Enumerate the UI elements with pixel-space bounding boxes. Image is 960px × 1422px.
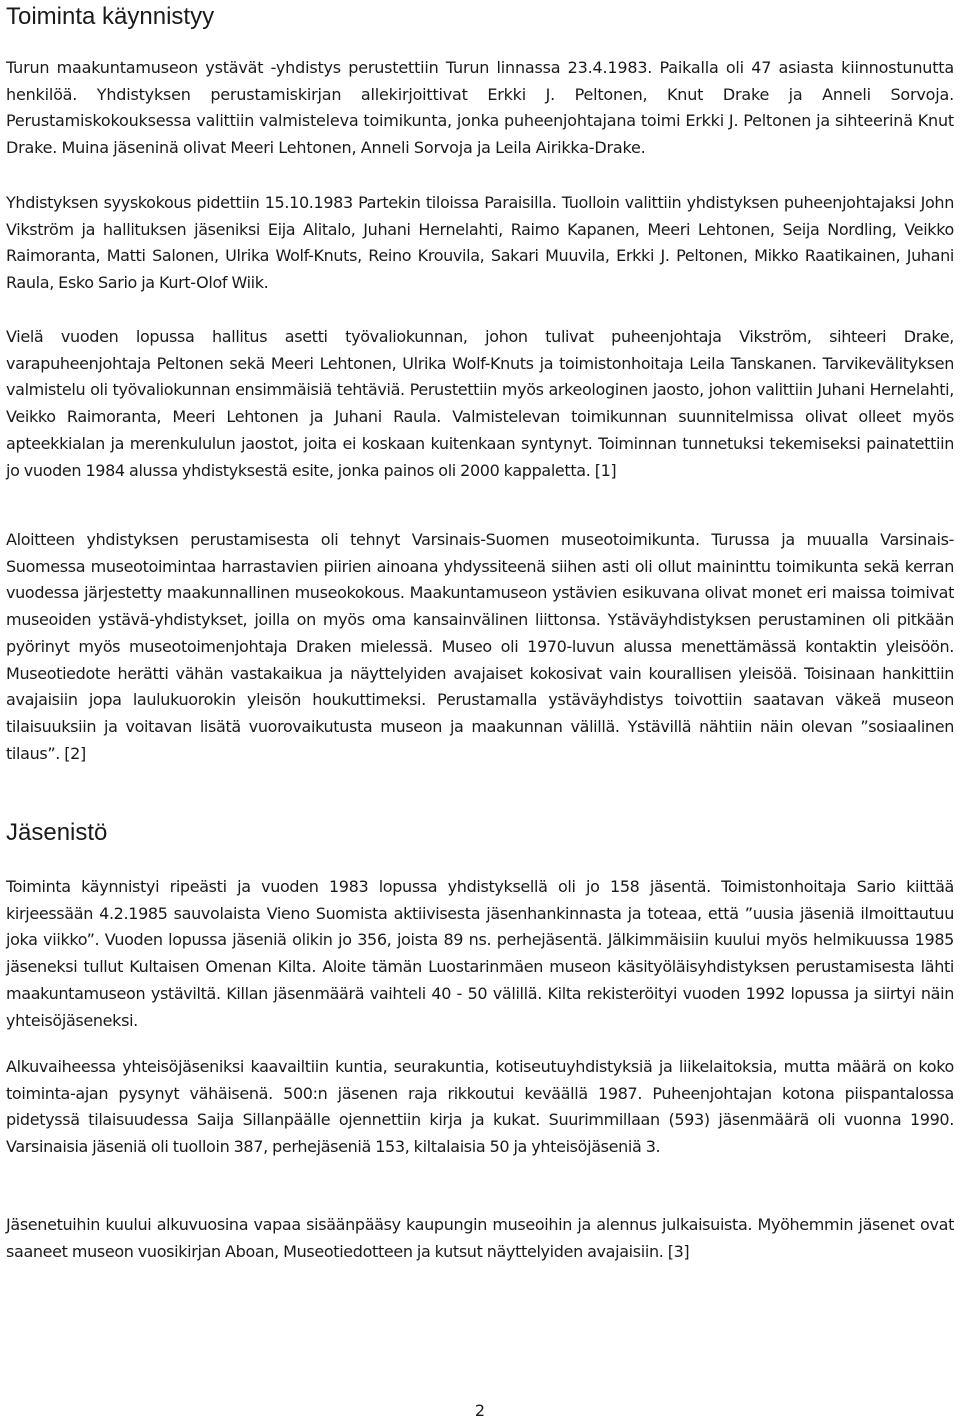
section-heading-jasenisto: Jäsenistö xyxy=(6,819,108,846)
paragraph: Alkuvaiheessa yhteisöjäseniksi kaavailtiin kuntia, seurakuntia, kotiseutuyhdistyksiä ja liikelaitoksia, mutta määrä on koko toiminta-ajan pysynyt vähäisenä. 500:n jäsenen raja rikkoutui keväällä 1987. Puheenjohtajan kotona piispantalossa pidetyssä tilaisuudessa Saija Sillanpäälle ojennettiin kirja ja kukat. Suurimmillaan (593) jäsenmäärä oli vuonna 1990. Varsinaisia jäseniä oli tuolloin 387, perhejäseniä 153, kiltalaisia 50 ja yhteisöjäseniä 3. xyxy=(6,1057,954,1157)
paragraph: Turun maakuntamuseon ystävät -yhdistys perustettiin Turun linnassa 23.4.1983. Paikalla oli 47 asiasta kiinnostunutta henkilöä. Yhdistyksen perustamiskirjan allekirjoittivat Erkki J. Peltonen, Knut Drake ja Anneli Sorvoja. Perustamiskokouksessa valittiin valmisteleva toimikunta, jonka puheenjohtajana toimi Erkki J. Peltonen ja sihteerinä Knut Drake. Muina jäseninä olivat Meeri Lehtonen, Anneli Sorvoja ja Leila Airikka-Drake. xyxy=(6,58,954,158)
paragraph: Toiminta käynnistyi ripeästi ja vuoden 1983 lopussa yhdistyksellä oli jo 158 jäsentä. Toimistonhoitaja Sario kiittää kirjeessään 4.2.1985 sauvolaista Vieno Suomista aktiivisesta jäsenhankinnasta ja toteaa, että ”uusia jäseniä ilmoittautuu joka viikko”. Vuoden lopussa jäseniä olikin jo 356, joista 89 ns. perhejäsentä. Jälkimmäisiin kuului myös helmikuussa 1985 jäseneksi tullut Kultaisen Omenan Kilta. Aloite tämän Luostarinmäen museon käsityöläisyhdistyksen perustamisesta lähti maakuntamuseon ystäviltä. Killan jäsenmäärä vaihteli 40 - 50 välillä. Kilta rekisteröityi vuoden 1992 lopussa ja siirtyi näin yhteisöjäseneksi. xyxy=(6,877,954,1030)
page-number: 2 xyxy=(474,1401,486,1420)
paragraph: Aloitteen yhdistyksen perustamisesta oli tehnyt Varsinais-Suomen museotoimikunta. Turussa ja muualla Varsinais-Suomessa museotoimintaa harrastavien piirien ainoana yhdyssiteenä siihen asti oli ollut maininttu toimikunta sekä kerran vuodessa järjestetty maakunnallinen museokokous. Maakuntamuseon ystävien esikuvana olivat monet eri maissa toimivat museoiden ystävä-yhdistykset, joilla on myös oma kansainvälinen liittonsa. Ystäväyhdistyksen perustaminen oli pitkään pyörinyt myös museotoimenjohtaja Draken mielessä. Museo oli 1970-luvun alussa menettämässä kontaktin yleisöön. Museotiedote herätti vähän vastakaikua ja näyttelyiden avajaiset kokosivat vain kourallisen yleisöä. Toisinaan hankittiin avajaisiin jopa laulukuorokin yleisön houkuttimeksi. Perustamalla ystäväyhdistys toivottiin saatavan väkeä museon tilaisuuksiin ja voitavan lisätä vuorovaikutusta museon ja maakunnan välillä. Ystävillä nähtiin näin olevan ”sosiaalinen tilaus”. [2] xyxy=(6,530,954,763)
paragraph: Jäsenetuihin kuului alkuvuosina vapaa sisäänpääsy kaupungin museoihin ja alennus julkaisuista. Myöhemmin jäsenet ovat saaneet museon vuosikirjan Aboan, Museotiedotteen ja kutsut näyttelyiden avajaisiin. [3] xyxy=(6,1215,954,1261)
section-heading-toiminta-kaynnistyy: Toiminta käynnistyy xyxy=(6,3,215,30)
paragraph: Vielä vuoden lopussa hallitus asetti työvaliokunnan, johon tulivat puheenjohtaja Vikström, sihteeri Drake, varapuheenjohtaja Peltonen sekä Meeri Lehtonen, Ulrika Wolf-Knuts ja toimistonhoitaja Leila Tanskanen. Tarvikevälityksen valmistelu oli työvaliokunnan ensimmäisiä tehtäviä. Perustettiin myös arkeologinen jaosto, johon valittiin Juhani Hernelahti, Veikko Raimoranta, Meeri Lehtonen ja Juhani Raula. Valmistelevan toimikunnan suunnitelmissa olivat olleet myös apteekkialan ja merenkululun jaostot, joita ei koskaan kuitenkaan syntynyt. Toiminnan tunnetuksi tekemiseksi painatettiin jo vuoden 1984 alussa yhdistyksestä esite, jonka painos oli 2000 kappaletta. [1] xyxy=(6,327,954,480)
paragraph: Yhdistyksen syyskokous pidettiin 15.10.1983 Partekin tiloissa Paraisilla. Tuolloin valittiin yhdistyksen puheenjohtajaksi John Vikström ja hallituksen jäseniksi Eija Alitalo, Juhani Hernelahti, Raimo Kapanen, Meeri Lehtonen, Seija Nordling, Veikko Raimoranta, Matti Salonen, Ulrika Wolf-Knuts, Reino Krouvila, Sakari Muuvila, Erkki J. Peltonen, Mikko Raatikainen, Juhani Raula, Esko Sario ja Kurt-Olof Wiik. xyxy=(6,193,954,293)
